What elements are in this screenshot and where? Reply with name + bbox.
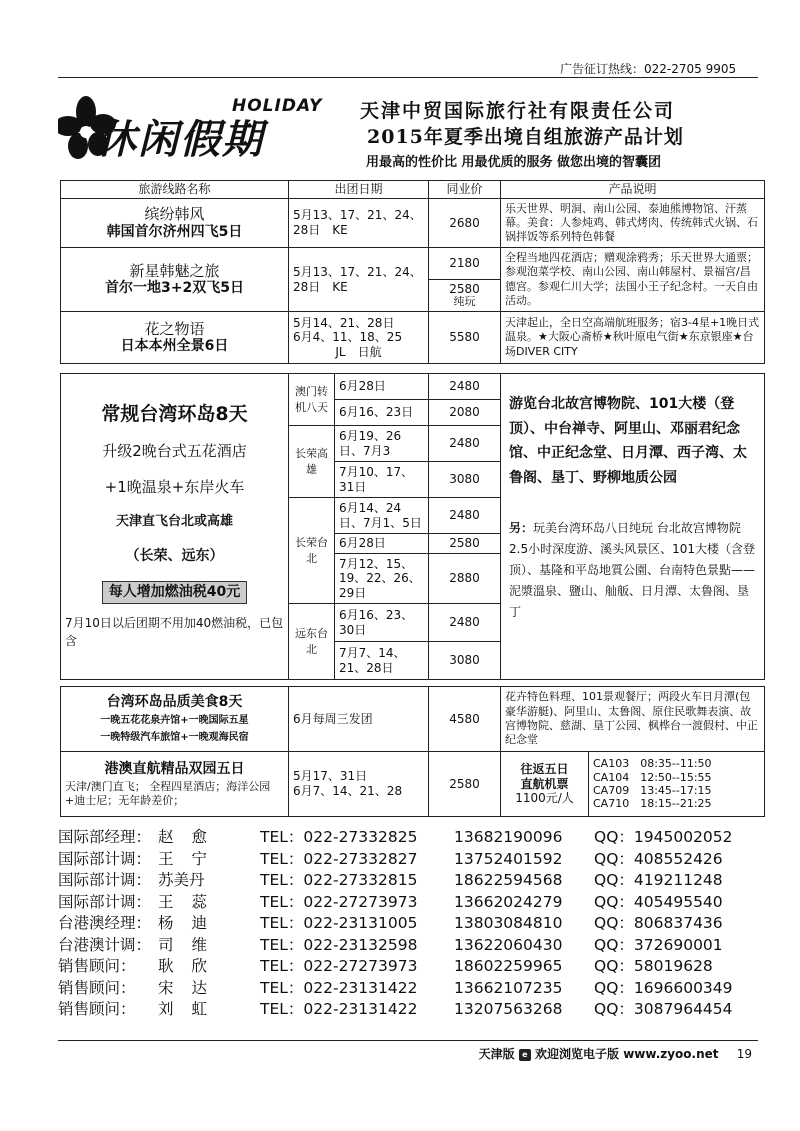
- air-ticket-line: 直航机票: [520, 776, 569, 791]
- table-row: [61, 687, 765, 752]
- group-date: 6月28日: [335, 374, 429, 400]
- page-footer: [479, 1045, 752, 1062]
- contact-name: 司维: [158, 935, 226, 954]
- air-ticket-price: 1100元/人: [515, 791, 574, 806]
- contact-name: 刘虹: [158, 1000, 226, 1018]
- taiwan-title: 常规台湾环岛8天: [101, 402, 248, 425]
- header-desc: 产品说明: [501, 181, 765, 199]
- contact-title: 销售顾问：: [58, 957, 136, 975]
- air-ticket-line: 往返五日: [520, 762, 569, 777]
- hk-tour-dates-line: 6月7、14、21、28: [293, 784, 403, 798]
- hk-tour-cell: [61, 752, 289, 817]
- contact-tel: TEL：022-23132598: [260, 935, 418, 954]
- contact-mobile: 13803084810: [454, 914, 563, 932]
- group-price: 2080: [429, 400, 501, 426]
- taiwan-flight: 天津直飞台北或高雄: [115, 514, 233, 530]
- footer-welcome: 欢迎浏览电子版: [535, 1047, 620, 1061]
- hk-tour-title: 港澳直航精品双园五日: [104, 761, 245, 778]
- route-title: 日本本州全景6日: [120, 338, 229, 355]
- contact-qq: QQ：419211248: [594, 871, 723, 889]
- taiwan-extra-text: 玩美台湾环岛八日纯玩 台北故宫博物院2.5小时深度游、溪头风景区、101大楼（含登顶）、基隆和平岛地質公園、台南特色景點——泥漿溫泉、鹽山、舢舨、日月潭、太鲁阁、垦丁: [509, 521, 756, 619]
- contact-tel: TEL：022-23131005: [260, 914, 418, 932]
- taiwan-hotel: 升级2晚台式五花酒店: [102, 441, 247, 460]
- food-tour-title: 台湾环岛品质美食8天: [106, 694, 243, 711]
- hk-tour-dates-line: 5月17、31日: [293, 769, 368, 784]
- route-dates: 5月13、17、21、24、28日 KE: [289, 199, 429, 248]
- contact-qq: QQ：806837436: [594, 914, 723, 932]
- slogan: 用最高的性价比 用最优质的服务 做您出境的智囊团: [366, 155, 662, 170]
- contact-title: 台港澳计调：: [58, 935, 152, 954]
- route-dates-line: 5月14、21、28日: [293, 315, 395, 330]
- food-tour-desc: 花卉特色料理、101景观餐厅；两段火车日月潭(包豪华游艇)、阿里山、太鲁阁、原住民歌舞表演、故宫博物院、慈湖、垦丁公园、枫桦台一渡假村、中正纪念堂: [501, 687, 765, 752]
- company-name: 天津中贸国际旅行社有限责任公司: [360, 100, 676, 122]
- contact-name: 赵愈: [158, 828, 226, 846]
- fuel-tax-note: 7月10日以后团期不用加40燃油税，已包含: [65, 616, 284, 649]
- contact-qq: QQ：3087964454: [594, 1000, 733, 1018]
- contact-mobile: 18602259965: [454, 957, 563, 975]
- footer-edition: 天津版: [478, 1047, 515, 1061]
- page-number: 19: [736, 1047, 752, 1061]
- hk-tour-dates: [289, 752, 429, 817]
- contact-row: [58, 956, 758, 978]
- contact-tel: TEL：022-27273973: [260, 892, 418, 911]
- contact-qq: QQ：58019628: [594, 957, 713, 975]
- contact-title: 国际部计调：: [58, 892, 152, 911]
- contact-tel: TEL：022-23131422: [260, 1000, 418, 1018]
- table-header-row: [61, 181, 765, 199]
- contact-row: [58, 978, 758, 1000]
- group-price: 2880: [429, 554, 501, 604]
- contact-mobile: 13752401592: [454, 849, 563, 868]
- route-table-special: [60, 686, 765, 817]
- hk-tour-price: 2580: [429, 752, 501, 817]
- contact-mobile: 13662024279: [454, 892, 563, 911]
- route-price-pure: [429, 280, 501, 312]
- route-price: 2180: [429, 248, 501, 280]
- route-price: 2680: [429, 199, 501, 248]
- table-row: [61, 199, 765, 248]
- taiwan-highlights: 游览台北故宫博物院、101大楼（登顶）、中台禅寺、阿里山、邓丽君纪念馆、中正纪念堂、日月潭、西子湾、太鲁阁、垦丁、野柳地质公园: [509, 396, 747, 486]
- header-route: 旅游线路名称: [61, 181, 289, 199]
- contact-title: 销售顾问：: [58, 1000, 136, 1018]
- route-subtitle: 新星韩魅之旅: [129, 261, 220, 280]
- contact-title: 销售顾问：: [58, 978, 136, 997]
- fuel-tax-badge: 每人增加燃油税40元: [102, 581, 247, 604]
- group-date: 6月16、23日: [335, 400, 429, 426]
- route-table-taiwan: [60, 373, 765, 680]
- bottom-divider: [58, 1040, 758, 1041]
- contact-row: [58, 913, 758, 935]
- contact-mobile: 13682190096: [454, 828, 563, 846]
- contact-title: 国际部经理：: [58, 828, 152, 846]
- flight-schedule: [589, 752, 765, 817]
- table-row: [61, 248, 765, 280]
- food-tour-dates: 6月每周三发团: [289, 687, 429, 752]
- route-price: 5580: [429, 312, 501, 364]
- contact-name: 耿欣: [158, 957, 226, 975]
- air-ticket-cell: [501, 752, 589, 817]
- route-airline: JL 日航: [335, 344, 382, 359]
- table-row: [61, 312, 765, 364]
- group-price: 2480: [429, 498, 501, 534]
- top-divider: [58, 77, 758, 78]
- contact-tel: TEL：022-27332827: [260, 849, 418, 868]
- e-edition-icon: e: [519, 1049, 531, 1061]
- group-price: 3080: [429, 462, 501, 498]
- contact-name: 王宁: [158, 849, 226, 868]
- contact-title: 国际部计调：: [58, 849, 152, 868]
- contact-row: [58, 892, 758, 914]
- contact-row: [58, 849, 758, 871]
- group-date: 6月19、26日、7月3: [335, 426, 429, 462]
- contact-qq: QQ：1945002052: [594, 828, 733, 846]
- group-date: 6月14、24日、7月1、5日: [335, 498, 429, 534]
- hk-tour-desc: 天津/澳门直飞； 全程四星酒店；海洋公园+迪士尼；无年龄差价；: [65, 780, 271, 807]
- contact-list: [58, 827, 758, 1021]
- contact-title: 国际部计调：: [58, 871, 152, 889]
- route-name: [61, 199, 289, 248]
- contact-mobile: 18622594568: [454, 871, 563, 889]
- contact-mobile: 13622060430: [454, 935, 563, 954]
- contact-row: [58, 999, 758, 1021]
- contact-row: [58, 870, 758, 892]
- taiwan-extra: +1晚温泉+东岸火车: [104, 478, 245, 497]
- group-date: 6月28日: [335, 534, 429, 554]
- plan-title: 2015年夏季出境自组旅游产品计划: [367, 126, 684, 148]
- group-price: 3080: [429, 642, 501, 680]
- taiwan-desc-cell: [501, 374, 765, 680]
- contact-tel: TEL：022-23131422: [260, 978, 418, 997]
- group-price: 2480: [429, 426, 501, 462]
- flight-row: CA103 08:35--11:50: [593, 757, 712, 771]
- route-name: [61, 312, 289, 364]
- group-price: 2480: [429, 604, 501, 642]
- taiwan-extra-desc: [509, 518, 758, 623]
- route-table-asia: [60, 180, 765, 364]
- route-title: 韩国首尔济州四飞5日: [106, 223, 243, 240]
- route-dates: 5月13、17、21、24、28日 KE: [289, 248, 429, 312]
- group-price: 2580: [429, 534, 501, 554]
- food-tour-cell: [61, 687, 289, 752]
- group-date: 7月7、14、21、28日: [335, 642, 429, 680]
- contact-qq: QQ：1696600349: [594, 978, 733, 997]
- contact-title: 台港澳经理：: [58, 914, 152, 932]
- group-label: 长荣高雄: [289, 426, 335, 498]
- ad-hotline: 广告征订热线：022-2705 9905: [560, 62, 737, 76]
- food-tour-line1: 一晚五花花泉卉馆+一晚国际五星: [100, 715, 249, 727]
- route-title: 首尔一地3+2双飞5日: [105, 280, 244, 297]
- group-date: 7月12、15、19、22、26、29日: [335, 554, 429, 604]
- route-desc: 乐天世界、明洞、南山公园、泰迪熊博物馆、汗蒸幕。美食：人参炖鸡、韩式烤肉、传统韩式火锅、石锅拌饭等系列特色韩餐: [501, 199, 765, 248]
- group-label: 远东台北: [289, 604, 335, 680]
- group-date: 7月10、17、31日: [335, 462, 429, 498]
- table-row: [61, 752, 765, 817]
- taiwan-route-cell: [61, 374, 289, 680]
- food-tour-line2: 一晚特级汽车旅馆+一晚观海民宿: [100, 731, 249, 743]
- route-price-value: 2580: [449, 281, 480, 296]
- header-date: 出团日期: [289, 181, 429, 199]
- flight-row: CA104 12:50--15:55: [593, 770, 712, 784]
- table-row: [61, 374, 765, 400]
- route-name: [61, 248, 289, 312]
- route-subtitle: 缤纷韩风: [144, 205, 205, 224]
- contact-name: 杨迪: [158, 914, 226, 932]
- group-label: 长荣台北: [289, 498, 335, 604]
- food-tour-price: 4580: [429, 687, 501, 752]
- brand-logo-text: 休闲假期: [96, 116, 264, 163]
- contact-mobile: 13207563268: [454, 1000, 563, 1018]
- route-desc: 天津起止，全日空高端航班服务；宿3-4星+1晚日式温泉。★大阪心斋桥★秋叶原电气街★东京银座★台场DIVER CITY: [501, 312, 765, 364]
- route-subtitle: 花之物语: [144, 319, 205, 338]
- route-price-note: 纯玩: [453, 295, 476, 309]
- taiwan-extra-label: 另：: [509, 521, 534, 535]
- contact-qq: QQ：405495540: [594, 892, 723, 911]
- route-dates-line: 6月4、11、18、25: [293, 330, 403, 345]
- taiwan-airlines: （长荣、远东）: [125, 548, 224, 565]
- flight-row: CA709 13:45--17:15: [593, 784, 712, 797]
- group-label: 澳门转机八天: [289, 374, 335, 426]
- route-dates: [289, 312, 429, 364]
- group-date: 6月16、23、30日: [335, 604, 429, 642]
- route-desc: 全程当地四花酒店；赠观涂鸦秀；乐天世界大通票；参观泡菜学校、南山公园、南山韩屋村、景福宫/昌德宫。参观仁川大学；法国小王子纪念村。一天自由活动。: [501, 248, 765, 312]
- contact-row: [58, 935, 758, 957]
- footer-site-link[interactable]: www.zyoo.net: [623, 1047, 719, 1061]
- contact-row: [58, 827, 758, 849]
- contact-name: 苏美丹: [158, 871, 205, 889]
- contact-tel: TEL：022-27273973: [260, 957, 418, 975]
- contact-mobile: 13662107235: [454, 978, 563, 997]
- header-price: 同业价: [429, 181, 501, 199]
- contact-qq: QQ：372690001: [594, 935, 723, 954]
- group-price: 2480: [429, 374, 501, 400]
- contact-name: 宋达: [158, 978, 226, 997]
- flight-row: CA710 18:15--21:25: [593, 797, 712, 811]
- contact-tel: TEL：022-27332815: [260, 871, 418, 889]
- contact-tel: TEL：022-27332825: [260, 828, 418, 846]
- contact-qq: QQ：408552426: [594, 849, 723, 868]
- contact-name: 王蕊: [158, 892, 226, 911]
- brand-logo-english: HOLIDAY: [232, 96, 323, 116]
